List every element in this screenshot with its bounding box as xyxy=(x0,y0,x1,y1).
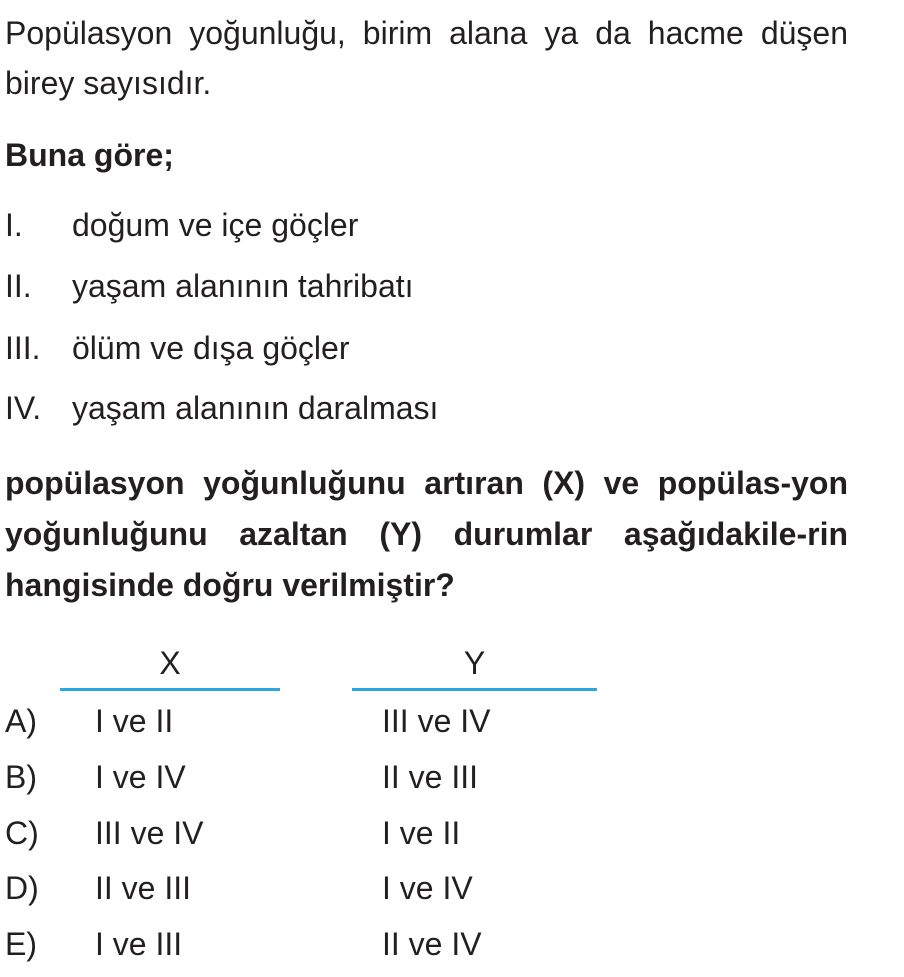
option-letter: C) xyxy=(5,815,39,851)
statement-text: ölüm ve dışa göçler xyxy=(72,330,350,366)
lead-text: Buna göre; xyxy=(5,137,174,173)
column-header-y: Y xyxy=(463,645,486,681)
option-y-value: I ve IV xyxy=(382,870,473,906)
option-y-value: II ve IV xyxy=(382,926,482,962)
statement-number: III. xyxy=(5,330,41,366)
option-letter: A) xyxy=(5,703,37,739)
statement-text: yaşam alanının tahribatı xyxy=(72,268,414,304)
option-letter: B) xyxy=(5,759,37,795)
question-text: popülasyon yoğunluğunu artıran (X) ve popülas-yon yoğunluğunu azaltan (Y) durumlar aşağıdakile-rin hangisinde doğru verilmiştir? xyxy=(5,465,848,603)
statement-item xyxy=(5,386,438,430)
option-x-value: II ve III xyxy=(95,870,192,906)
option-y-value: I ve II xyxy=(382,815,461,851)
option-x-value: III ve IV xyxy=(95,815,204,851)
option-y-value: II ve III xyxy=(382,759,479,795)
statement-item xyxy=(5,264,414,308)
statement-number: IV. xyxy=(5,390,42,426)
statement-number: I. xyxy=(5,207,23,243)
option-letter: D) xyxy=(5,870,39,906)
option-x-value: I ve III xyxy=(95,926,183,962)
statement-item xyxy=(5,203,358,247)
intro-text: Popülasyon yoğunluğu, birim alana ya da hacme düşen birey sayısıdır. xyxy=(5,15,848,101)
option-y-value: III ve IV xyxy=(382,703,491,739)
statement-item xyxy=(5,326,349,370)
option-x-value: I ve IV xyxy=(95,759,186,795)
statement-number: II. xyxy=(5,268,32,304)
option-letter: E) xyxy=(5,926,37,962)
statement-text: doğum ve içe göçler xyxy=(72,207,359,243)
column-y-underline xyxy=(352,688,597,691)
column-header-x: X xyxy=(159,645,181,681)
statement-text: yaşam alanının daralması xyxy=(72,390,439,426)
column-x-underline xyxy=(60,688,280,691)
option-x-value: I ve II xyxy=(95,703,174,739)
